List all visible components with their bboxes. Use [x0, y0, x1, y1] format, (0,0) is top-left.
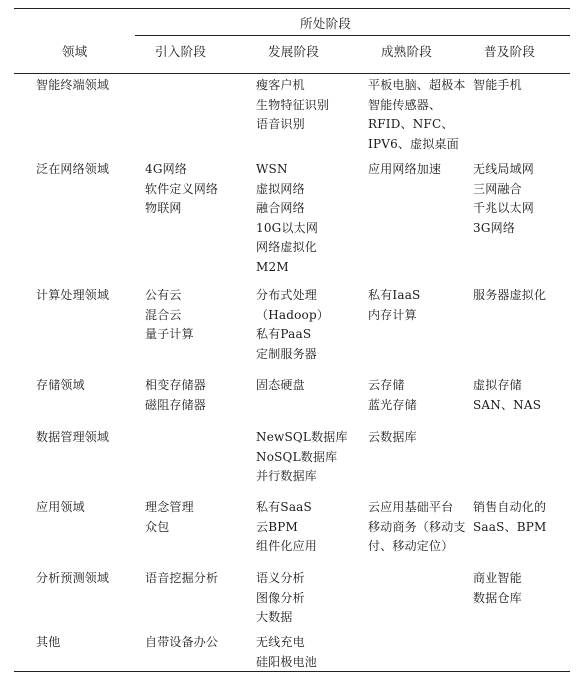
popular-stage-cell — [473, 376, 541, 415]
cell-line: 销售自动化的 — [473, 500, 547, 514]
cell-line: M2M — [256, 259, 289, 274]
cell-line: 私有SaaS — [256, 500, 312, 514]
mature-stage-cell — [368, 160, 441, 180]
cell-line: 语音挖掘分析 — [145, 571, 219, 585]
domain-cell — [36, 569, 109, 589]
cell-line: 虚拟存储 — [473, 378, 522, 392]
cell-line: 云应用基础平台 — [368, 500, 454, 514]
table-top-rule — [14, 8, 570, 9]
mature-stage-cell — [368, 428, 417, 448]
cell-line: 存储领域 — [36, 378, 85, 392]
popular-stage-cell — [473, 569, 522, 608]
cell-line: 众包 — [145, 519, 170, 534]
develop-stage-cell — [256, 428, 348, 487]
header-bottom-rule — [14, 73, 570, 74]
cell-line: 蓝光存储 — [368, 397, 417, 412]
domain-cell — [36, 286, 109, 306]
domain-cell — [36, 498, 85, 518]
mature-stage-cell — [368, 76, 466, 154]
cell-line: 3G网络 — [473, 220, 516, 235]
cell-line: 量子计算 — [145, 327, 194, 341]
cell-line: 融合网络 — [256, 201, 305, 215]
cell-line: 虚拟网络 — [256, 181, 305, 196]
cell-line: 私有IaaS — [368, 288, 421, 302]
cell-line: 相变存储器 — [145, 378, 207, 392]
cell-line: 云数据库 — [368, 430, 417, 444]
popular-stage-cell — [473, 160, 534, 238]
cell-line: 混合云 — [145, 307, 182, 322]
cell-line: 智能手机 — [473, 78, 522, 92]
cell-line: 私有PaaS — [256, 327, 312, 341]
cell-line: 平板电脑、超极本 — [368, 78, 466, 92]
cell-line: （Hadoop） — [256, 307, 330, 322]
cell-line: 自带设备办公 — [145, 635, 219, 649]
cell-line: 云BPM — [256, 519, 298, 534]
cell-line: 服务器虚拟化 — [473, 288, 547, 302]
domain-cell — [36, 160, 109, 180]
cell-line: 无线局域网 — [473, 162, 535, 176]
cell-line: 语音识别 — [256, 117, 305, 131]
cell-line: 磁阻存储器 — [145, 397, 207, 412]
cell-line: 泛在网络领域 — [36, 162, 110, 176]
cell-line: 大数据 — [256, 610, 293, 624]
domain-cell — [36, 76, 109, 96]
cell-line: 智能传感器、 — [368, 97, 442, 112]
develop-stage-cell — [256, 76, 329, 135]
mature-stage-cell — [368, 498, 466, 557]
cell-line: 云存储 — [368, 378, 405, 392]
intro-stage-cell — [145, 160, 218, 219]
stage-group-header: 所处阶段 — [300, 16, 352, 31]
intro-stage-cell — [145, 569, 218, 589]
develop-stage-cell — [256, 498, 317, 557]
cell-line: 软件定义网络 — [145, 181, 219, 196]
domain-cell — [36, 633, 60, 653]
cell-line: 三网融合 — [473, 181, 522, 196]
cell-line: 数据仓库 — [473, 590, 522, 605]
cell-line: 公有云 — [145, 288, 182, 302]
cell-line: SaaS、BPM — [473, 519, 547, 534]
cell-line: 硅阳极电池 — [256, 654, 318, 669]
intro-stage-cell — [145, 633, 218, 653]
cell-line: 固态硬盘 — [256, 378, 305, 392]
cell-line: 分布式处理 — [256, 288, 318, 302]
stage-group-rule — [135, 35, 570, 36]
cell-line: 移动商务（移动支 — [368, 519, 466, 534]
cell-line: 理念管理 — [145, 500, 194, 514]
intro-stage-header: 引入阶段 — [155, 44, 207, 59]
cell-line: 应用领域 — [36, 500, 85, 514]
cell-line: 无线充电 — [256, 635, 305, 649]
popular-stage-cell — [473, 286, 546, 306]
cell-line: 付、移动定位） — [368, 539, 454, 553]
cell-line: 定制服务器 — [256, 346, 318, 361]
develop-stage-cell — [256, 376, 305, 396]
cell-line: 智能终端领域 — [36, 78, 110, 92]
develop-stage-header: 发展阶段 — [268, 44, 320, 59]
cell-line: 分析预测领域 — [36, 571, 110, 585]
cell-line: RFID、NFC、 — [368, 117, 454, 131]
cell-line: 数据管理领域 — [36, 430, 110, 444]
cell-line: WSN — [256, 162, 288, 176]
cell-line: 组件化应用 — [256, 539, 318, 553]
domain-cell — [36, 428, 109, 448]
develop-stage-cell — [256, 633, 317, 672]
intro-stage-cell — [145, 498, 194, 537]
cell-line: 并行数据库 — [256, 469, 318, 483]
develop-stage-cell — [256, 160, 318, 277]
cell-line: SAN、NAS — [473, 397, 542, 412]
cell-line: 应用网络加速 — [368, 162, 442, 176]
intro-stage-cell — [145, 376, 206, 415]
mature-stage-cell — [368, 286, 420, 325]
develop-stage-cell — [256, 286, 329, 364]
cell-line: 商业智能 — [473, 571, 522, 585]
cell-line: 语义分析 — [256, 571, 305, 585]
domain-column-header: 领域 — [62, 44, 88, 59]
cell-line: 图像分析 — [256, 590, 305, 605]
cell-line: IPV6、虚拟桌面 — [368, 136, 459, 151]
popular-stage-cell — [473, 498, 547, 537]
cell-line: 物联网 — [145, 201, 182, 215]
cell-line: 瘦客户机 — [256, 78, 305, 92]
cell-line: 千兆以太网 — [473, 201, 535, 215]
cell-line: 其他 — [36, 635, 61, 649]
cell-line: 10G以太网 — [256, 220, 319, 235]
domain-cell — [36, 376, 85, 396]
popular-stage-cell — [473, 76, 522, 96]
cell-line: NewSQL数据库 — [256, 430, 348, 444]
popular-stage-header: 普及阶段 — [484, 44, 536, 59]
cell-line: 生物特征识别 — [256, 97, 330, 112]
cell-line: 内存计算 — [368, 307, 417, 322]
mature-stage-cell — [368, 376, 417, 415]
intro-stage-cell — [145, 286, 194, 345]
mature-stage-header: 成熟阶段 — [381, 44, 433, 59]
cell-line: 4G网络 — [145, 162, 188, 176]
cell-line: 网络虚拟化 — [256, 240, 318, 254]
cell-line: 计算处理领域 — [36, 288, 110, 302]
develop-stage-cell — [256, 569, 305, 628]
cell-line: NoSQL数据库 — [256, 449, 338, 464]
